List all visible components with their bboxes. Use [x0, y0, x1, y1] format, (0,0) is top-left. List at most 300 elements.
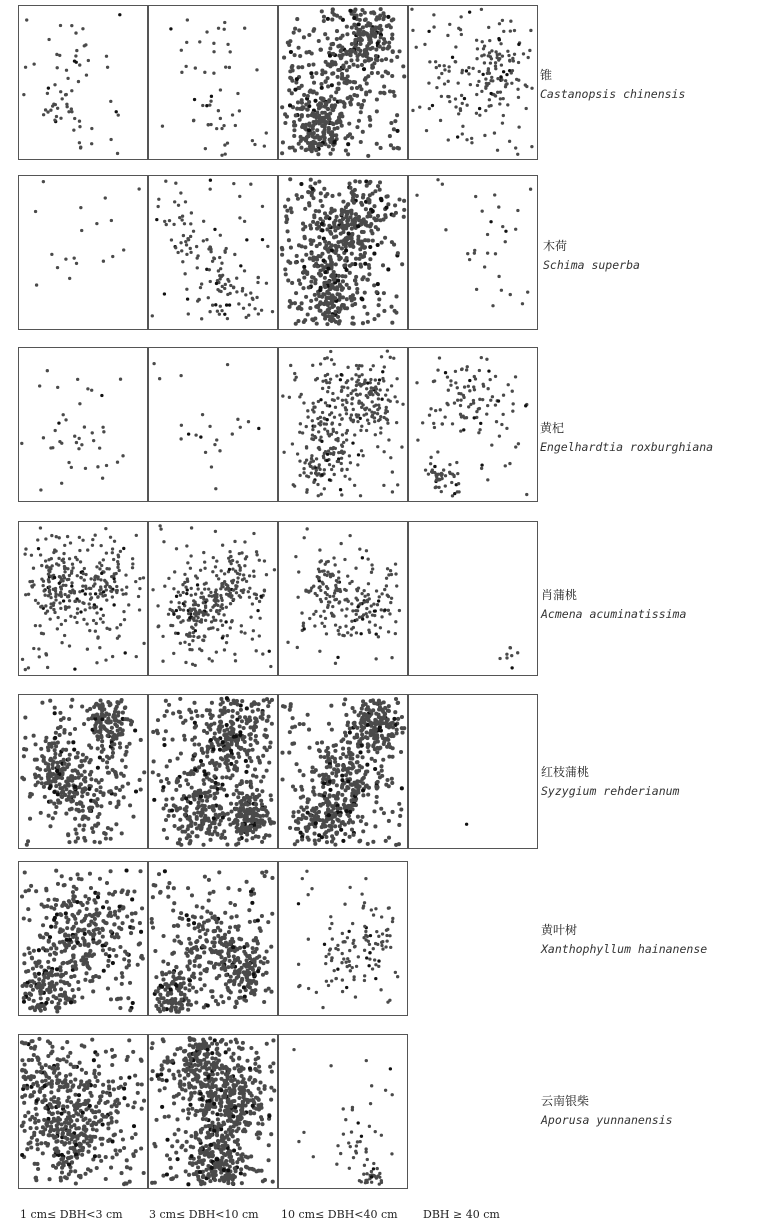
tree-point [324, 597, 327, 600]
tree-point [60, 482, 63, 485]
tree-point [219, 234, 222, 237]
tree-point [124, 651, 127, 654]
tree-point [186, 782, 190, 786]
tree-point [203, 635, 206, 638]
tree-point [201, 843, 205, 847]
tree-point [326, 62, 330, 66]
tree-point [105, 567, 108, 570]
tree-point [331, 780, 335, 784]
tree-point [99, 607, 102, 610]
tree-point [481, 398, 484, 401]
tree-point [411, 109, 414, 112]
tree-point [344, 734, 348, 738]
tree-point [312, 81, 316, 85]
tree-point [431, 104, 434, 107]
tree-point [480, 467, 483, 470]
tree-point [298, 459, 301, 462]
tree-point [78, 549, 81, 552]
tree-point [122, 795, 126, 799]
tree-point [352, 201, 356, 205]
tree-point [75, 621, 78, 624]
tree-point [514, 146, 517, 149]
tree-point [437, 76, 440, 79]
tree-point [218, 449, 221, 452]
tree-point [435, 479, 438, 482]
tree-point [321, 570, 324, 573]
tree-point [497, 275, 500, 278]
tree-point [68, 732, 72, 736]
tree-point [210, 465, 213, 468]
tree-point [350, 303, 354, 307]
tree-point [455, 461, 458, 464]
tree-point [320, 622, 323, 625]
tree-point [340, 304, 344, 308]
tree-point [68, 644, 71, 647]
tree-point [188, 841, 192, 845]
tree-point [463, 385, 466, 388]
tree-point [432, 25, 435, 28]
tree-point [374, 624, 377, 627]
tree-point [239, 746, 243, 750]
tree-point [367, 422, 370, 425]
tree-point [80, 229, 83, 232]
tree-point [258, 600, 261, 603]
tree-point [69, 615, 72, 618]
tree-point [101, 793, 105, 797]
tree-point [73, 817, 77, 821]
tree-point [390, 781, 394, 785]
tree-point [226, 43, 229, 46]
tree-point [365, 549, 368, 552]
tree-point [260, 309, 263, 312]
tree-point [72, 129, 75, 132]
tree-point [220, 599, 223, 602]
tree-point [372, 204, 376, 208]
tree-point [385, 584, 388, 587]
tree-point [189, 635, 192, 638]
tree-point [435, 66, 438, 69]
tree-point [370, 46, 374, 50]
tree-point [375, 720, 379, 724]
tree-point [96, 746, 100, 750]
tree-point [355, 618, 358, 621]
tree-point [184, 65, 187, 68]
tree-point [240, 699, 244, 703]
tree-point [325, 227, 329, 231]
tree-point [447, 389, 450, 392]
tree-point [326, 36, 330, 40]
tree-point [332, 318, 336, 322]
tree-point [98, 446, 101, 449]
tree-point [263, 144, 266, 147]
tree-point [365, 44, 369, 48]
tree-point [440, 474, 443, 477]
tree-point [133, 728, 137, 732]
tree-point [98, 646, 101, 649]
tree-point [453, 492, 456, 495]
tree-point [334, 262, 338, 266]
tree-point [186, 297, 189, 300]
tree-point [309, 226, 313, 230]
tree-point [364, 713, 368, 717]
tree-point [36, 538, 39, 541]
tree-point [324, 194, 328, 198]
tree-point [77, 447, 80, 450]
tree-point [359, 819, 363, 823]
tree-point [265, 748, 269, 752]
tree-point [206, 613, 209, 616]
tree-point [350, 757, 354, 761]
tree-point [194, 629, 197, 632]
tree-point [229, 809, 233, 813]
tree-point [352, 23, 356, 27]
tree-point [135, 655, 138, 658]
tree-point [337, 322, 341, 326]
tree-point [482, 383, 485, 386]
tree-point [162, 737, 166, 741]
tree-point [54, 805, 58, 809]
tree-point [49, 446, 52, 449]
tree-point [122, 248, 125, 251]
tree-point [353, 433, 356, 436]
tree-point [138, 587, 141, 590]
tree-point [473, 388, 476, 391]
tree-point [375, 733, 379, 737]
tree-point [347, 600, 350, 603]
tree-point [281, 704, 285, 708]
tree-point [327, 828, 331, 832]
distribution-map-panel [278, 521, 408, 676]
tree-point [367, 593, 370, 596]
tree-point [240, 624, 243, 627]
tree-point [218, 609, 221, 612]
tree-point [314, 592, 317, 595]
tree-point [196, 804, 200, 808]
tree-point [217, 27, 220, 30]
distribution-map-panel [148, 347, 278, 502]
tree-point [386, 410, 389, 413]
tree-point [360, 240, 364, 244]
tree-point [478, 107, 481, 110]
tree-point [78, 120, 81, 123]
tree-point [212, 72, 215, 75]
tree-point [323, 136, 327, 140]
tree-point [529, 188, 532, 191]
tree-point [317, 430, 320, 433]
tree-point [20, 442, 23, 445]
tree-point [99, 617, 102, 620]
tree-point [328, 478, 331, 481]
tree-point [262, 836, 266, 840]
tree-point [498, 22, 501, 25]
tree-point [327, 604, 330, 607]
tree-point [191, 639, 194, 642]
tree-point [330, 130, 334, 134]
tree-point [360, 364, 363, 367]
tree-point [326, 418, 329, 421]
tree-point [311, 134, 315, 138]
tree-point [259, 799, 263, 803]
tree-point [372, 31, 376, 35]
tree-point [186, 561, 189, 564]
tree-point [332, 465, 335, 468]
tree-point [245, 753, 249, 757]
tree-point [341, 77, 345, 81]
tree-point [382, 37, 386, 41]
tree-point [91, 544, 94, 547]
tree-point [468, 379, 471, 382]
tree-point [496, 53, 499, 56]
tree-point [374, 657, 377, 660]
tree-point [228, 550, 231, 553]
tree-point [327, 144, 331, 148]
tree-point [196, 801, 200, 805]
tree-point [391, 470, 394, 473]
tree-point [502, 114, 505, 117]
tree-point [324, 773, 328, 777]
tree-point [335, 29, 339, 33]
tree-point [336, 769, 340, 773]
tree-point [328, 301, 332, 305]
tree-point [351, 833, 355, 837]
tree-point [311, 765, 315, 769]
tree-point [269, 741, 273, 745]
tree-point [480, 54, 483, 57]
tree-point [303, 207, 307, 211]
tree-point [179, 751, 183, 755]
tree-point [387, 438, 390, 441]
tree-point [306, 107, 310, 111]
tree-point [212, 50, 215, 53]
tree-point [355, 194, 359, 198]
tree-point [397, 842, 401, 846]
tree-point [226, 363, 229, 366]
tree-point [247, 590, 250, 593]
tree-point [395, 584, 398, 587]
tree-point [360, 592, 363, 595]
tree-point [348, 181, 352, 185]
tree-point [97, 719, 101, 723]
tree-point [337, 82, 341, 86]
tree-point [238, 724, 242, 728]
tree-point [366, 396, 369, 399]
tree-point [180, 424, 183, 427]
tree-point [73, 827, 77, 831]
tree-point [348, 835, 352, 839]
tree-point [384, 215, 388, 219]
tree-point [187, 432, 190, 435]
tree-point [311, 62, 315, 66]
tree-point [34, 624, 37, 627]
tree-point [361, 321, 365, 325]
tree-point [323, 240, 327, 244]
tree-point [510, 654, 513, 657]
tree-point [55, 535, 58, 538]
tree-point [369, 721, 373, 725]
tree-point [437, 473, 440, 476]
tree-point [75, 755, 79, 759]
tree-point [351, 420, 354, 423]
tree-point [385, 24, 389, 28]
tree-point [489, 378, 492, 381]
tree-point [293, 53, 297, 57]
tree-point [165, 764, 169, 768]
tree-point [120, 831, 124, 835]
tree-point [56, 792, 60, 796]
tree-point [332, 806, 336, 810]
tree-point [395, 731, 399, 735]
tree-point [351, 609, 354, 612]
tree-point [182, 734, 186, 738]
tree-point [488, 105, 491, 108]
tree-point [246, 803, 250, 807]
tree-point [378, 378, 381, 381]
tree-point [170, 808, 174, 812]
tree-point [480, 356, 483, 359]
tree-point [188, 643, 191, 646]
tree-point [91, 538, 94, 541]
tree-point [23, 736, 27, 740]
tree-point [234, 570, 237, 573]
tree-point [307, 746, 311, 750]
tree-point [343, 788, 347, 792]
tree-point [232, 701, 236, 705]
tree-point [451, 56, 454, 59]
tree-point [320, 835, 324, 839]
tree-point [311, 428, 314, 431]
tree-point [502, 97, 505, 100]
tree-point [330, 305, 334, 309]
tree-point [86, 387, 89, 390]
tree-point [106, 734, 110, 738]
tree-point [370, 27, 374, 31]
tree-point [336, 397, 339, 400]
tree-point [392, 127, 396, 131]
tree-point [365, 763, 369, 767]
tree-point [361, 793, 365, 797]
tree-point [494, 403, 497, 406]
tree-point [516, 209, 519, 212]
tree-point [370, 571, 373, 574]
tree-point [83, 776, 87, 780]
tree-point [122, 547, 125, 550]
tree-point [344, 713, 348, 717]
tree-point [214, 588, 217, 591]
tree-point [296, 197, 300, 201]
tree-point [333, 749, 337, 753]
tree-point [53, 576, 56, 579]
tree-point [355, 415, 358, 418]
tree-point [400, 715, 404, 719]
tree-point [37, 647, 40, 650]
tree-point [42, 589, 45, 592]
tree-point [219, 697, 223, 701]
tree-point [221, 636, 224, 639]
tree-point [176, 251, 179, 254]
tree-point [363, 595, 366, 598]
tree-point [329, 42, 333, 46]
tree-point [70, 807, 74, 811]
tree-point [475, 288, 478, 291]
tree-point [383, 450, 386, 453]
tree-point [211, 260, 214, 263]
tree-point [248, 303, 251, 306]
tree-point [411, 29, 414, 32]
tree-point [386, 46, 390, 50]
tree-point [251, 702, 255, 706]
tree-point [333, 287, 337, 291]
tree-point [324, 103, 328, 107]
tree-point [357, 375, 360, 378]
tree-point [368, 214, 372, 218]
tree-point [199, 286, 202, 289]
tree-point [500, 78, 503, 81]
tree-point [200, 803, 204, 807]
tree-point [377, 297, 381, 301]
tree-point [502, 70, 505, 73]
tree-point [357, 383, 360, 386]
tree-point [352, 803, 356, 807]
tree-point [235, 290, 238, 293]
tree-point [263, 589, 266, 592]
tree-point [193, 752, 197, 756]
tree-point [323, 311, 327, 315]
tree-point [58, 536, 61, 539]
tree-point [77, 80, 80, 83]
tree-point [67, 757, 71, 761]
tree-point [224, 251, 227, 254]
tree-point [331, 147, 335, 151]
tree-point [104, 711, 108, 715]
tree-point [436, 450, 439, 453]
tree-point [491, 304, 494, 307]
tree-point [370, 604, 373, 607]
tree-point [98, 755, 102, 759]
tree-point [217, 743, 221, 747]
tree-point [358, 548, 361, 551]
tree-point [172, 613, 175, 616]
tree-point [105, 599, 108, 602]
tree-point [288, 146, 292, 150]
tree-point [323, 111, 327, 115]
tree-point [176, 841, 180, 845]
tree-point [249, 183, 252, 186]
tree-point [232, 598, 235, 601]
tree-point [69, 705, 73, 709]
tree-point [113, 540, 116, 543]
tree-point [369, 368, 372, 371]
tree-point [164, 818, 168, 822]
tree-point [61, 97, 64, 100]
tree-point [81, 585, 84, 588]
tree-point [61, 579, 64, 582]
tree-point [459, 404, 462, 407]
tree-point [230, 580, 233, 583]
tree-point [487, 82, 490, 85]
tree-point [52, 790, 56, 794]
tree-point [62, 599, 65, 602]
tree-point [297, 28, 301, 32]
tree-point [184, 809, 188, 813]
tree-point [316, 103, 320, 107]
tree-point [326, 130, 330, 134]
tree-point [174, 246, 177, 249]
tree-point [350, 212, 354, 216]
tree-point [360, 406, 363, 409]
tree-point [209, 187, 212, 190]
tree-point [237, 813, 241, 817]
tree-point [100, 744, 104, 748]
